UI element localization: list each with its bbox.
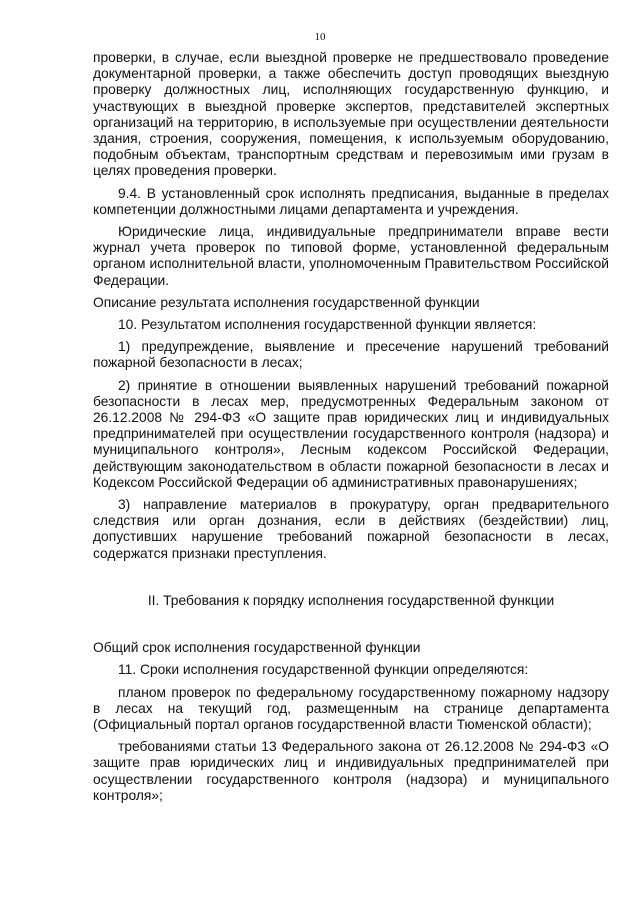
page-number: 10 [314, 31, 326, 43]
paragraph-inspection-access: проверки, в случае, если выездной проверке не предшествовало проведение документарной проверки, а также обеспечить доступ проводящих выездную проверку должностных лиц, исполняющих государственную функцию, и участвующих в выездной проверке экспертов, представителей экспертных организаций на территорию, в используемые при осуществлении деятельности здания, строения, сооружения, помещения, к используемым оборудованию, подобным объектам, транспортным средствам и перевозимым ими грузам в целях проведения проверки. [93, 50, 609, 179]
paragraph-9-4: 9.4. В установленный срок исполнять предписания, выданные в пределах компетенции должностными лицами департамента и учреждения. [93, 185, 609, 217]
paragraph-10-item-3: 3) направление материалов в прокуратуру, орган предварительного следствия или орган дознания, если в действиях (бездействии) лиц, допустивших нарушение требований пожарной безопасности в лесах, содержатся признаки преступления. [93, 497, 609, 561]
paragraph-10-item-2: 2) принятие в отношении выявленных нарушений требований пожарной безопасности в лесах мер, предусмотренных Федеральным законом от 26.12.2008 № 294-ФЗ «О защите прав юридических лиц и индивидуальных предпринимателей при осуществлении государственного контроля (надзора) и муниципального контроля», Лесным кодексом Российской Федерации, действующим законодательством в области пожарной безопасности в лесах и Кодексом Российской Федерации об административных правонарушениях; [93, 377, 609, 490]
heading-result-description: Описание результата исполнения государственной функции [93, 294, 480, 310]
document-body [93, 50, 609, 804]
paragraph-10-item-1: 1) предупреждение, выявление и пресечение нарушений требований пожарной безопасности в лесах; [93, 339, 609, 371]
paragraph-11: 11. Сроки исполнения государственной функции определяются: [118, 662, 529, 678]
paragraph-10: 10. Результатом исполнения государственной функции является: [118, 317, 537, 333]
paragraph-11-law: требованиями статьи 13 Федерального закона от 26.12.2008 № 294-ФЗ «О защите прав юридических лиц и индивидуальных предпринимателей при осуществлении государственного контроля (надзора) и муниципального контроля»; [93, 739, 609, 803]
paragraph-11-plan: планом проверок по федеральному государственному пожарному надзору в лесах на текущий год, размещенным на странице департамента (Официальный портал органов государственной власти Тюменской области); [93, 684, 609, 732]
section-title: II. Требования к порядку исполнения государственной функции [147, 592, 555, 608]
paragraph-inspection-journal: Юридические лица, индивидуальные предприниматели вправе вести журнал учета проверок по типовой форме, установленной федеральным органом исполнительной власти, уполномоченным Правительством Российской Федерации. [93, 224, 609, 288]
heading-total-term: Общий срок исполнения государственной функции [93, 640, 421, 656]
